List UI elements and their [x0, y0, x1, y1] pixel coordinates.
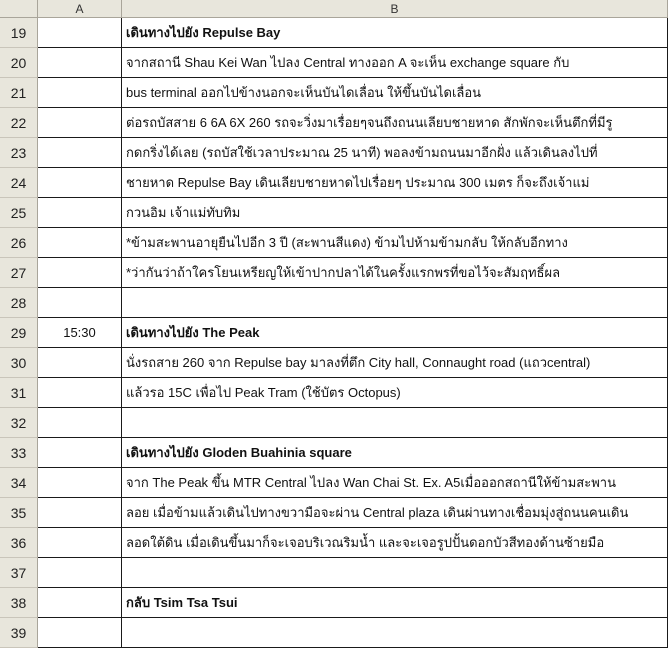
- sheet-row: [0, 18, 668, 48]
- row-header[interactable]: 37: [0, 558, 38, 588]
- row-header[interactable]: 25: [0, 198, 38, 228]
- cell-b[interactable]: ชายหาด Repulse Bay เดินเลียบชายหาดไปเรื่อยๆ ประมาณ 300 เมตร ก็จะถึงเจ้าแม่: [122, 168, 668, 198]
- cell-b[interactable]: *ข้ามสะพานอายุยืนไปอีก 3 ปี (สะพานสีแดง) ข้ามไปห้ามข้ามกลับ ให้กลับอีกทาง: [122, 228, 668, 258]
- cell-a[interactable]: [38, 198, 122, 228]
- cell-b[interactable]: [122, 618, 668, 648]
- cell-b[interactable]: จาก The Peak ขึ้น MTR Central ไปลง Wan Chai St. Ex. A5เมื่อออกสถานีให้ข้ามสะพาน: [122, 468, 668, 498]
- cell-a[interactable]: [38, 408, 122, 438]
- row-header[interactable]: 31: [0, 378, 38, 408]
- cell-b[interactable]: แล้วรอ 15C เพื่อไป Peak Tram (ใช้บัตร Octopus): [122, 378, 668, 408]
- cell-a[interactable]: [38, 168, 122, 198]
- cell-a[interactable]: [38, 108, 122, 138]
- sheet-row: [0, 588, 668, 618]
- sheet-row: [0, 48, 668, 78]
- cell-a[interactable]: [38, 618, 122, 648]
- sheet-row: [0, 498, 668, 528]
- cell-a[interactable]: [38, 48, 122, 78]
- cell-a[interactable]: [38, 498, 122, 528]
- sheet-row: [0, 108, 668, 138]
- sheet-row: [0, 528, 668, 558]
- cell-b[interactable]: bus terminal ออกไปข้างนอกจะเห็นบันไดเลื่อน ให้ขึ้นบันไดเลื่อน: [122, 78, 668, 108]
- cell-a[interactable]: [38, 378, 122, 408]
- cell-b[interactable]: ต่อรถบัสสาย 6 6A 6X 260 รถจะวิ่งมาเรื่อยๆจนถึงถนนเลียบชายหาด สักพักจะเห็นตึกที่มีรู: [122, 108, 668, 138]
- sheet-row: [0, 438, 668, 468]
- sheet-row: [0, 318, 668, 348]
- row-header[interactable]: 28: [0, 288, 38, 318]
- column-header-a[interactable]: A: [38, 0, 122, 18]
- column-header-b[interactable]: B: [122, 0, 668, 18]
- cell-a[interactable]: [38, 558, 122, 588]
- cell-b[interactable]: เดินทางไปยัง Repulse Bay: [122, 18, 668, 48]
- row-header[interactable]: 20: [0, 48, 38, 78]
- cell-b[interactable]: *ว่ากันว่าถ้าใครโยนเหรียญให้เข้าปากปลาได้ในครั้งแรกพรที่ขอไว้จะสัมฤทธิ์ผล: [122, 258, 668, 288]
- cell-b[interactable]: [122, 558, 668, 588]
- row-header[interactable]: 24: [0, 168, 38, 198]
- row-header[interactable]: 19: [0, 18, 38, 48]
- row-header[interactable]: 22: [0, 108, 38, 138]
- cell-a[interactable]: [38, 438, 122, 468]
- row-header[interactable]: 33: [0, 438, 38, 468]
- cell-b[interactable]: นั่งรถสาย 260 จาก Repulse bay มาลงที่ตึก City hall, Connaught road (แถวcentral): [122, 348, 668, 378]
- row-header[interactable]: 39: [0, 618, 38, 648]
- row-header[interactable]: 30: [0, 348, 38, 378]
- sheet-row: [0, 138, 668, 168]
- row-header[interactable]: 29: [0, 318, 38, 348]
- cell-b[interactable]: กลับ Tsim Tsa Tsui: [122, 588, 668, 618]
- sheet-row: [0, 78, 668, 108]
- cell-b[interactable]: ลอย เมื่อข้ามแล้วเดินไปทางขวามือจะผ่าน Central plaza เดินผ่านทางเชื่อมมุ่งสู่ถนนคนเดิน: [122, 498, 668, 528]
- cell-b[interactable]: [122, 408, 668, 438]
- cell-b[interactable]: กดกริ่งได้เลย (รถบัสใช้เวลาประมาณ 25 นาที) พอลงข้ามถนนมาอีกฝั่ง แล้วเดินลงไปที่: [122, 138, 668, 168]
- cell-b[interactable]: กวนอิม เจ้าแม่ทับทิม: [122, 198, 668, 228]
- select-all-corner[interactable]: [0, 0, 38, 18]
- row-header[interactable]: 26: [0, 228, 38, 258]
- row-header[interactable]: 38: [0, 588, 38, 618]
- cell-b[interactable]: ลอดใต้ดิน เมื่อเดินขึ้นมาก็จะเจอบริเวณริมน้ำ และจะเจอรูปปั้นดอกบัวสีทองด้านซ้ายมือ: [122, 528, 668, 558]
- cell-a[interactable]: [38, 588, 122, 618]
- cell-a[interactable]: [38, 288, 122, 318]
- sheet-row: [0, 348, 668, 378]
- row-header[interactable]: 27: [0, 258, 38, 288]
- sheet-row: [0, 168, 668, 198]
- cell-a[interactable]: [38, 528, 122, 558]
- cell-a[interactable]: [38, 78, 122, 108]
- cell-a[interactable]: 15:30: [38, 318, 122, 348]
- row-header[interactable]: 23: [0, 138, 38, 168]
- sheet-row: [0, 288, 668, 318]
- sheet-row: [0, 618, 668, 648]
- cell-a[interactable]: [38, 18, 122, 48]
- row-header[interactable]: 36: [0, 528, 38, 558]
- sheet-row: [0, 408, 668, 438]
- cell-a[interactable]: [38, 258, 122, 288]
- cell-b[interactable]: จากสถานี Shau Kei Wan ไปลง Central ทางออก A จะเห็น exchange square กับ: [122, 48, 668, 78]
- row-header[interactable]: 21: [0, 78, 38, 108]
- sheet-row: [0, 468, 668, 498]
- row-header[interactable]: 32: [0, 408, 38, 438]
- sheet-row: [0, 228, 668, 258]
- cell-a[interactable]: [38, 348, 122, 378]
- row-header[interactable]: 35: [0, 498, 38, 528]
- sheet-row: [0, 378, 668, 408]
- cell-b[interactable]: เดินทางไปยัง Gloden Buahinia square: [122, 438, 668, 468]
- row-header[interactable]: 34: [0, 468, 38, 498]
- cell-b[interactable]: เดินทางไปยัง The Peak: [122, 318, 668, 348]
- cell-b[interactable]: [122, 288, 668, 318]
- cell-a[interactable]: [38, 228, 122, 258]
- cell-a[interactable]: [38, 138, 122, 168]
- sheet-row: [0, 558, 668, 588]
- sheet-row: [0, 258, 668, 288]
- cell-a[interactable]: [38, 468, 122, 498]
- sheet-row: [0, 198, 668, 228]
